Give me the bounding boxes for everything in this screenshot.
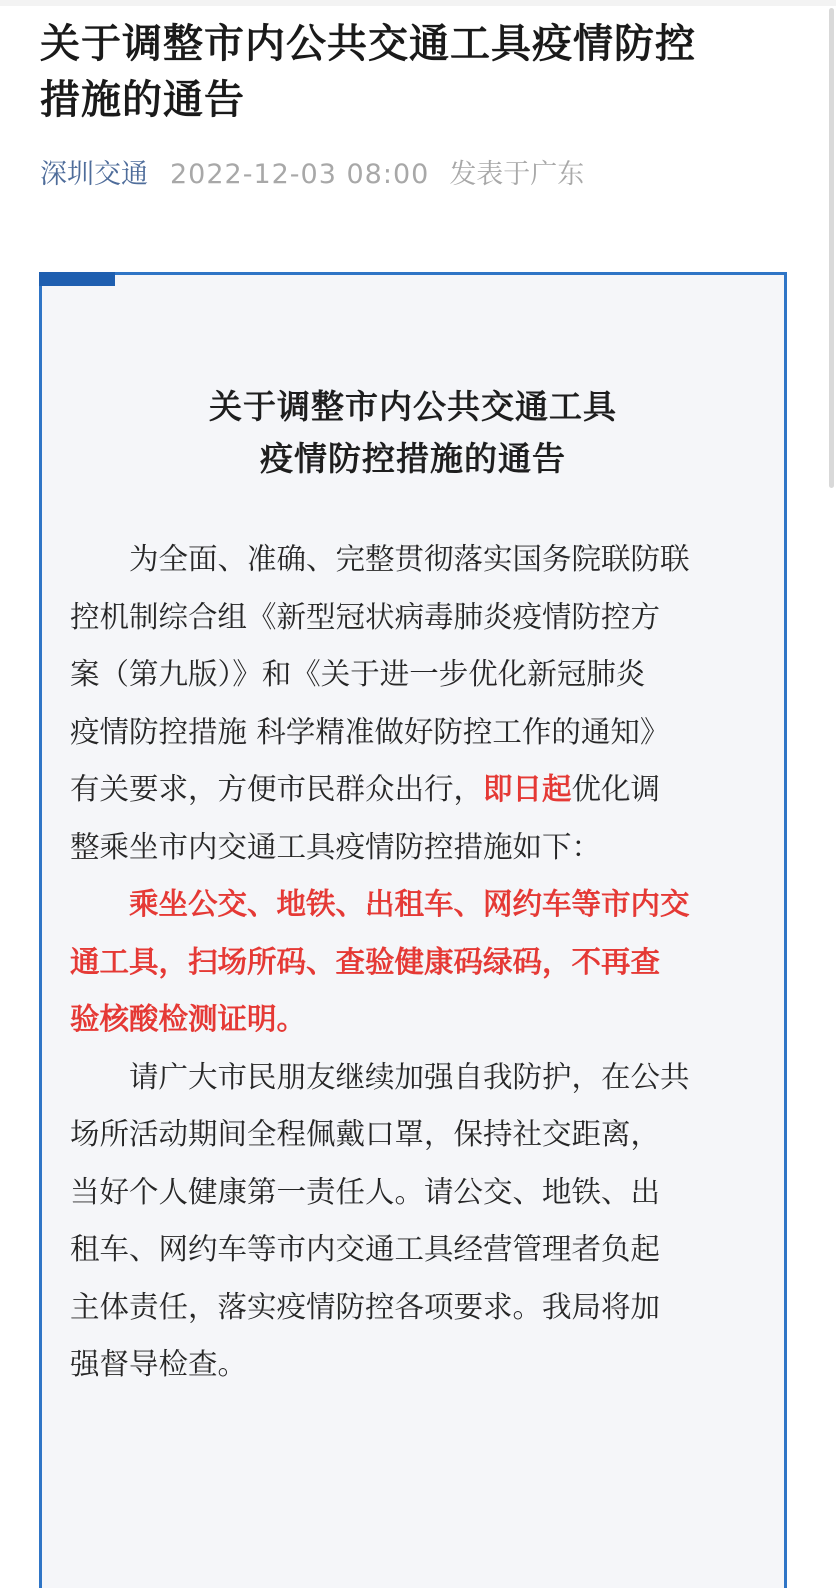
paragraph-2-line-2: 通工具，扫场所码、查验健康码绿码，不再查 <box>70 944 661 979</box>
source-link[interactable]: 深圳交通 <box>40 159 148 190</box>
paragraph-2-line-1: 乘坐公交、地铁、出租车、网约车等市内交 <box>129 887 690 921</box>
paragraph-1-line-2: 控机制综合组《新型冠状病毒肺炎疫情防控方 <box>70 599 661 634</box>
article-title-line-1: 关于调整市内公共交通工具疫情防控 <box>40 21 696 67</box>
paragraph-3-line-6: 强督导检查。 <box>70 1347 248 1381</box>
paragraph-3-line-1: 请广大市民朋友继续加强自我防护，在公共 <box>129 1059 690 1094</box>
paragraph-2-line-3: 验核酸检测证明。 <box>70 1002 307 1036</box>
paragraph-3-line-5: 主体责任，落实疫情防控各项要求。我局将加 <box>70 1289 661 1324</box>
paragraph-1-line-5 <box>70 765 756 823</box>
article-meta <box>40 155 584 195</box>
paragraph-1-line-3: 案（第九版）》和《关于进一步优化新冠肺炎 <box>70 657 646 691</box>
article-title-line-2: 措施的通告 <box>40 77 245 123</box>
publish-location: 发表于广东 <box>449 159 585 190</box>
highlight-effective-immediately: 即日起 <box>483 772 572 806</box>
notice-title-line-2: 疫情防控措施的通告 <box>260 439 566 478</box>
paragraph-1-line-5-text-a: 有关要求，方便市民群众出行， <box>70 772 484 806</box>
article-title <box>40 16 800 128</box>
scrollbar[interactable] <box>829 8 834 488</box>
notice-body <box>70 535 756 1398</box>
notice-title-line-1: 关于调整市内公共交通工具 <box>209 387 617 426</box>
notice-accent-bar <box>39 272 115 286</box>
top-strip <box>0 0 836 6</box>
paragraph-1-line-4: 疫情防控措施 科学精准做好防控工作的通知》 <box>70 714 670 749</box>
notice-title <box>42 381 784 485</box>
paragraph-3-line-3: 当好个人健康第一责任人。请公交、地铁、出 <box>70 1174 661 1209</box>
paragraph-3-line-4: 租车、网约车等市内交通工具经营管理者负起 <box>70 1232 661 1266</box>
paragraph-3-line-2: 场所活动期间全程佩戴口罩，保持社交距离， <box>70 1117 661 1151</box>
publish-time: 2022-12-03 08:00 <box>170 159 430 190</box>
paragraph-1-line-6: 整乘坐市内交通工具疫情防控措施如下： <box>70 829 602 864</box>
notice-card <box>39 272 787 1588</box>
paragraph-1-line-5-text-b: 优化调 <box>571 772 661 806</box>
paragraph-1-line-1: 为全面、准确、完整贯彻落实国务院联防联 <box>129 542 690 576</box>
